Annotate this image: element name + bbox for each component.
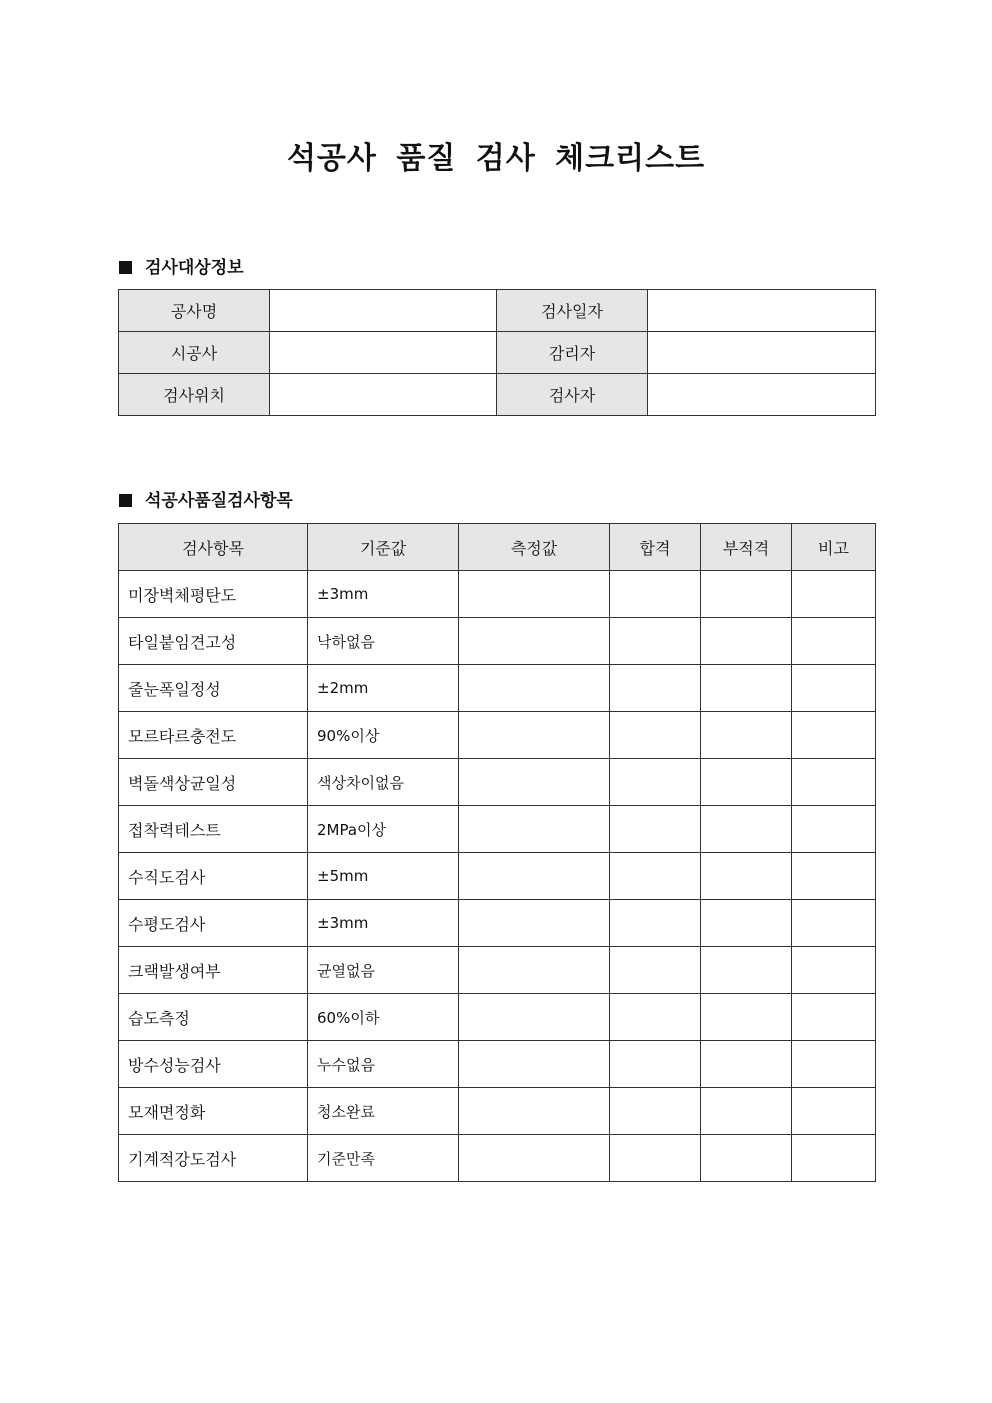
remarks-field[interactable] <box>792 994 876 1041</box>
pass-check-cell[interactable] <box>610 1041 701 1088</box>
table-row <box>119 1135 876 1182</box>
table-row <box>119 571 876 618</box>
measured-value-field[interactable] <box>459 853 610 900</box>
check-item-name: 모르타르충전도 <box>119 712 308 759</box>
table-row <box>119 806 876 853</box>
check-item-name: 수평도검사 <box>119 900 308 947</box>
pass-check-cell[interactable] <box>610 947 701 994</box>
fail-check-cell[interactable] <box>701 994 792 1041</box>
measured-value-field[interactable] <box>459 759 610 806</box>
info-label: 검사일자 <box>497 290 648 332</box>
fail-check-cell[interactable] <box>701 947 792 994</box>
fail-check-cell[interactable] <box>701 759 792 806</box>
remarks-field[interactable] <box>792 947 876 994</box>
table-row <box>119 1088 876 1135</box>
table-header-row <box>119 524 876 571</box>
pass-check-cell[interactable] <box>610 665 701 712</box>
info-value-field[interactable] <box>270 290 497 332</box>
pass-check-cell[interactable] <box>610 900 701 947</box>
fail-check-cell[interactable] <box>701 900 792 947</box>
pass-check-cell[interactable] <box>610 1135 701 1182</box>
fail-check-cell[interactable] <box>701 853 792 900</box>
info-row <box>119 332 876 374</box>
measured-value-field[interactable] <box>459 712 610 759</box>
check-item-name: 미장벽체평탄도 <box>119 571 308 618</box>
check-item-standard: ±2mm <box>308 665 459 712</box>
info-value-field[interactable] <box>648 374 876 416</box>
pass-check-cell[interactable] <box>610 712 701 759</box>
info-label: 공사명 <box>119 290 270 332</box>
check-item-standard: 90%이상 <box>308 712 459 759</box>
measured-value-field[interactable] <box>459 900 610 947</box>
fail-check-cell[interactable] <box>701 1088 792 1135</box>
check-item-standard: 2MPa이상 <box>308 806 459 853</box>
fail-check-cell[interactable] <box>701 712 792 759</box>
check-item-name: 크랙발생여부 <box>119 947 308 994</box>
check-item-standard: 기준만족 <box>308 1135 459 1182</box>
fail-check-cell[interactable] <box>701 806 792 853</box>
remarks-field[interactable] <box>792 806 876 853</box>
info-label: 검사자 <box>497 374 648 416</box>
section-heading-info-label: 검사대상정보 <box>145 258 244 278</box>
table-row <box>119 994 876 1041</box>
table-row <box>119 665 876 712</box>
fail-check-cell[interactable] <box>701 571 792 618</box>
check-item-standard: 낙하없음 <box>308 618 459 665</box>
check-item-name: 접착력테스트 <box>119 806 308 853</box>
table-row <box>119 1041 876 1088</box>
remarks-field[interactable] <box>792 712 876 759</box>
info-value-field[interactable] <box>648 332 876 374</box>
info-value-field[interactable] <box>648 290 876 332</box>
quality-check-table <box>118 523 876 1182</box>
check-item-standard: ±3mm <box>308 571 459 618</box>
check-item-standard: 누수없음 <box>308 1041 459 1088</box>
fail-check-cell[interactable] <box>701 1041 792 1088</box>
info-label: 검사위치 <box>119 374 270 416</box>
pass-check-cell[interactable] <box>610 1088 701 1135</box>
column-header: 기준값 <box>308 524 459 571</box>
pass-check-cell[interactable] <box>610 759 701 806</box>
check-item-standard: ±3mm <box>308 900 459 947</box>
column-header: 비고 <box>792 524 876 571</box>
remarks-field[interactable] <box>792 1135 876 1182</box>
table-row <box>119 947 876 994</box>
fail-check-cell[interactable] <box>701 618 792 665</box>
fail-check-cell[interactable] <box>701 665 792 712</box>
inspection-target-info-table <box>118 289 876 416</box>
table-row <box>119 759 876 806</box>
check-item-name: 줄눈폭일정성 <box>119 665 308 712</box>
table-row <box>119 900 876 947</box>
info-label: 감리자 <box>497 332 648 374</box>
check-item-standard: 균열없음 <box>308 947 459 994</box>
remarks-field[interactable] <box>792 618 876 665</box>
info-value-field[interactable] <box>270 332 497 374</box>
square-bullet-icon <box>119 494 132 507</box>
table-row <box>119 618 876 665</box>
check-item-standard: 색상차이없음 <box>308 759 459 806</box>
remarks-field[interactable] <box>792 1088 876 1135</box>
pass-check-cell[interactable] <box>610 618 701 665</box>
fail-check-cell[interactable] <box>701 1135 792 1182</box>
pass-check-cell[interactable] <box>610 994 701 1041</box>
column-header: 합격 <box>610 524 701 571</box>
check-item-name: 모재면정화 <box>119 1088 308 1135</box>
pass-check-cell[interactable] <box>610 571 701 618</box>
info-label: 시공사 <box>119 332 270 374</box>
remarks-field[interactable] <box>792 853 876 900</box>
section-heading-items-label: 석공사품질검사항목 <box>145 491 293 511</box>
measured-value-field[interactable] <box>459 665 610 712</box>
check-item-name: 수직도검사 <box>119 853 308 900</box>
check-item-standard: ±5mm <box>308 853 459 900</box>
section-heading-items <box>119 486 293 511</box>
check-item-name: 방수성능검사 <box>119 1041 308 1088</box>
check-item-standard: 60%이하 <box>308 994 459 1041</box>
info-value-field[interactable] <box>270 374 497 416</box>
pass-check-cell[interactable] <box>610 806 701 853</box>
page-title: 석공사 품질 검사 체크리스트 <box>286 141 706 176</box>
pass-check-cell[interactable] <box>610 853 701 900</box>
remarks-field[interactable] <box>792 1041 876 1088</box>
measured-value-field[interactable] <box>459 994 610 1041</box>
remarks-field[interactable] <box>792 665 876 712</box>
measured-value-field[interactable] <box>459 571 610 618</box>
section-heading-info <box>119 253 244 278</box>
measured-value-field[interactable] <box>459 806 610 853</box>
table-row <box>119 712 876 759</box>
measured-value-field[interactable] <box>459 947 610 994</box>
remarks-field[interactable] <box>792 571 876 618</box>
measured-value-field[interactable] <box>459 1088 610 1135</box>
check-item-name: 기계적강도검사 <box>119 1135 308 1182</box>
check-item-name: 습도측정 <box>119 994 308 1041</box>
check-item-name: 벽돌색상균일성 <box>119 759 308 806</box>
info-row <box>119 374 876 416</box>
measured-value-field[interactable] <box>459 618 610 665</box>
info-row <box>119 290 876 332</box>
column-header: 측정값 <box>459 524 610 571</box>
square-bullet-icon <box>119 261 132 274</box>
check-item-standard: 청소완료 <box>308 1088 459 1135</box>
column-header: 부적격 <box>701 524 792 571</box>
table-row <box>119 853 876 900</box>
remarks-field[interactable] <box>792 900 876 947</box>
column-header: 검사항목 <box>119 524 308 571</box>
check-item-name: 타일붙임견고성 <box>119 618 308 665</box>
measured-value-field[interactable] <box>459 1135 610 1182</box>
measured-value-field[interactable] <box>459 1041 610 1088</box>
remarks-field[interactable] <box>792 759 876 806</box>
